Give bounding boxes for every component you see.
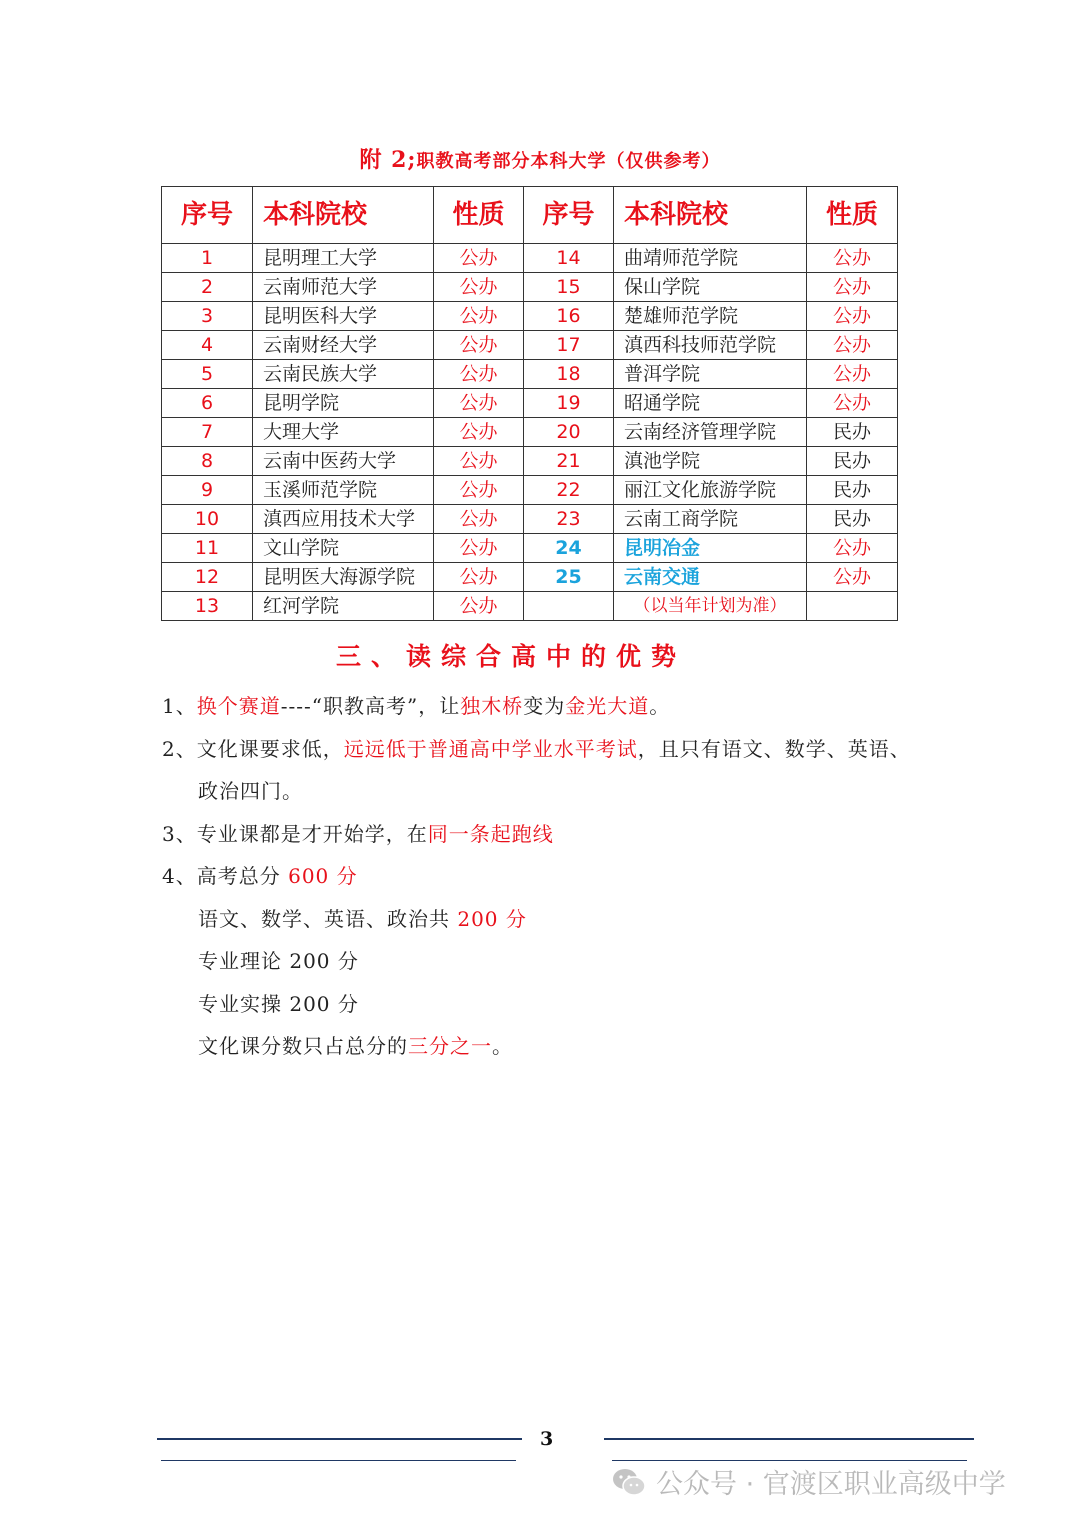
school-name-cell: 楚雄师范学院 [614,302,807,331]
type-cell: 公办 [807,563,898,592]
school-name-cell: 玉溪师范学院 [253,476,434,505]
type-cell: 公办 [807,273,898,302]
school-name-cell: 昆明冶金 [614,534,807,563]
index-cell: 15 [524,273,614,302]
type-cell: 公办 [434,592,524,621]
school-name-cell: 昭通学院 [614,389,807,418]
type-cell: 公办 [434,476,524,505]
index-cell: 8 [162,447,253,476]
point-1-highlight-2: 独木桥 [460,694,524,718]
table-row [162,534,898,563]
school-name-cell: 云南工商学院 [614,505,807,534]
point-2 [162,733,911,762]
footer-rule-left-bottom [161,1460,516,1461]
score-ratio-highlight: 三分之一 [408,1034,492,1058]
point-2-text-2: ，且只有语文、数学、英语、 [637,737,911,761]
type-cell [807,592,898,621]
index-cell: 20 [524,418,614,447]
type-cell: 公办 [434,563,524,592]
index-cell: 21 [524,447,614,476]
school-name-cell: 云南经济管理学院 [614,418,807,447]
index-cell: 9 [162,476,253,505]
type-cell: 公办 [807,302,898,331]
school-name-cell: 文山学院 [253,534,434,563]
score-culture-highlight: 200 分 [457,907,527,931]
point-2-text: 2、文化课要求低， [162,737,344,761]
school-name-cell: 普洱学院 [614,360,807,389]
table-row [162,476,898,505]
index-cell: 17 [524,331,614,360]
table-row [162,505,898,534]
index-cell: 6 [162,389,253,418]
index-cell: 5 [162,360,253,389]
index-cell: 16 [524,302,614,331]
type-cell: 公办 [434,273,524,302]
page-number: 3 [540,1428,554,1450]
school-name-cell: 云南师范大学 [253,273,434,302]
point-3 [162,818,554,847]
index-cell: 19 [524,389,614,418]
type-cell: 公办 [434,244,524,273]
point-4-text: 4、高考总分 [162,864,289,888]
school-name-cell: 大理大学 [253,418,434,447]
type-cell: 公办 [434,360,524,389]
point-1-text-2: 变为 [523,694,566,718]
header-index-right: 序号 [524,187,614,244]
footer-rule-right-top [604,1438,974,1440]
point-3-highlight: 同一条起跑线 [427,822,554,846]
watermark [612,1462,1006,1501]
point-1-highlight: 换个赛道 [196,694,281,718]
school-name-cell: （以当年计划为准） [614,592,807,621]
point-1-index: 1、 [162,694,197,718]
score-practice: 专业实操 200 分 [198,992,359,1016]
school-name-cell: 丽江文化旅游学院 [614,476,807,505]
type-cell: 民办 [807,476,898,505]
header-type-left: 性质 [434,187,524,244]
index-cell: 1 [162,244,253,273]
type-cell: 公办 [807,244,898,273]
type-cell: 民办 [807,418,898,447]
school-name-cell: 昆明医大海源学院 [253,563,434,592]
table-row [162,244,898,273]
index-cell [524,592,614,621]
type-cell: 公办 [434,331,524,360]
point-1-end: 。 [649,694,671,718]
type-cell: 民办 [807,505,898,534]
school-name-cell: 云南民族大学 [253,360,434,389]
type-cell: 公办 [434,418,524,447]
point-4-highlight: 600 分 [288,864,358,888]
school-name-cell: 云南中医药大学 [253,447,434,476]
school-name-cell: 滇西科技师范学院 [614,331,807,360]
type-cell: 公办 [434,447,524,476]
table-row [162,302,898,331]
score-ratio-end: 。 [492,1034,513,1058]
school-name-cell: 红河学院 [253,592,434,621]
index-cell: 24 [524,534,614,563]
point-1-highlight-3: 金光大道 [565,694,650,718]
index-cell: 2 [162,273,253,302]
school-name-cell: 昆明理工大学 [253,244,434,273]
wechat-icon [612,1467,646,1497]
index-cell: 12 [162,563,253,592]
school-name-cell: 云南交通 [614,563,807,592]
index-cell: 13 [162,592,253,621]
school-name-cell: 昆明医科大学 [253,302,434,331]
type-cell: 公办 [434,389,524,418]
point-1-text: ----“职教高考”，让 [280,694,461,718]
index-cell: 18 [524,360,614,389]
type-cell: 民办 [807,447,898,476]
index-cell: 22 [524,476,614,505]
table-row [162,563,898,592]
point-2-highlight: 远远低于普通高中学业水平考试 [343,737,638,761]
title-text: 职教高考部分本科大学（仅供参考） [416,151,721,172]
school-name-cell: 滇西应用技术大学 [253,505,434,534]
index-cell: 25 [524,563,614,592]
score-culture-text: 语文、数学、英语、政治共 [198,907,458,931]
index-cell: 11 [162,534,253,563]
type-cell: 公办 [807,534,898,563]
document-title [0,143,1080,174]
table-header-row [162,187,898,244]
index-cell: 14 [524,244,614,273]
point-3-text: 3、专业课都是才开始学，在 [162,822,428,846]
table-body [162,244,898,621]
score-ratio-text: 文化课分数只占总分的 [198,1034,408,1058]
footer-rule-left-top [157,1438,522,1440]
school-name-cell: 昆明学院 [253,389,434,418]
type-cell: 公办 [807,360,898,389]
index-cell: 7 [162,418,253,447]
footer-rule-right-bottom [612,1460,967,1461]
type-cell: 公办 [807,331,898,360]
type-cell: 公办 [807,389,898,418]
school-name-cell: 滇池学院 [614,447,807,476]
index-cell: 10 [162,505,253,534]
index-cell: 3 [162,302,253,331]
header-type-right: 性质 [807,187,898,244]
score-ratio [198,1030,513,1059]
point-2-continued: 政治四门。 [198,779,303,803]
title-prefix: 附 2; [359,147,417,173]
point-1 [162,690,670,719]
table-row [162,447,898,476]
school-name-cell: 保山学院 [614,273,807,302]
index-cell: 23 [524,505,614,534]
school-name-cell: 云南财经大学 [253,331,434,360]
header-school-right: 本科院校 [614,187,807,244]
school-name-cell: 曲靖师范学院 [614,244,807,273]
type-cell: 公办 [434,505,524,534]
header-school-left: 本科院校 [253,187,434,244]
universities-table [161,186,898,621]
type-cell: 公办 [434,302,524,331]
table-row [162,418,898,447]
index-cell: 4 [162,331,253,360]
type-cell: 公办 [434,534,524,563]
point-4 [162,860,358,889]
table-row [162,331,898,360]
table-row [162,389,898,418]
table-row [162,360,898,389]
header-index-left: 序号 [162,187,253,244]
table-row [162,273,898,302]
table-row [162,592,898,621]
score-culture [198,903,527,932]
score-theory: 专业理论 200 分 [198,949,359,973]
section-heading: 三、读综合高中的优势 [336,642,687,671]
watermark-text: 公众号 · 官渡区职业高级中学 [656,1469,1006,1500]
